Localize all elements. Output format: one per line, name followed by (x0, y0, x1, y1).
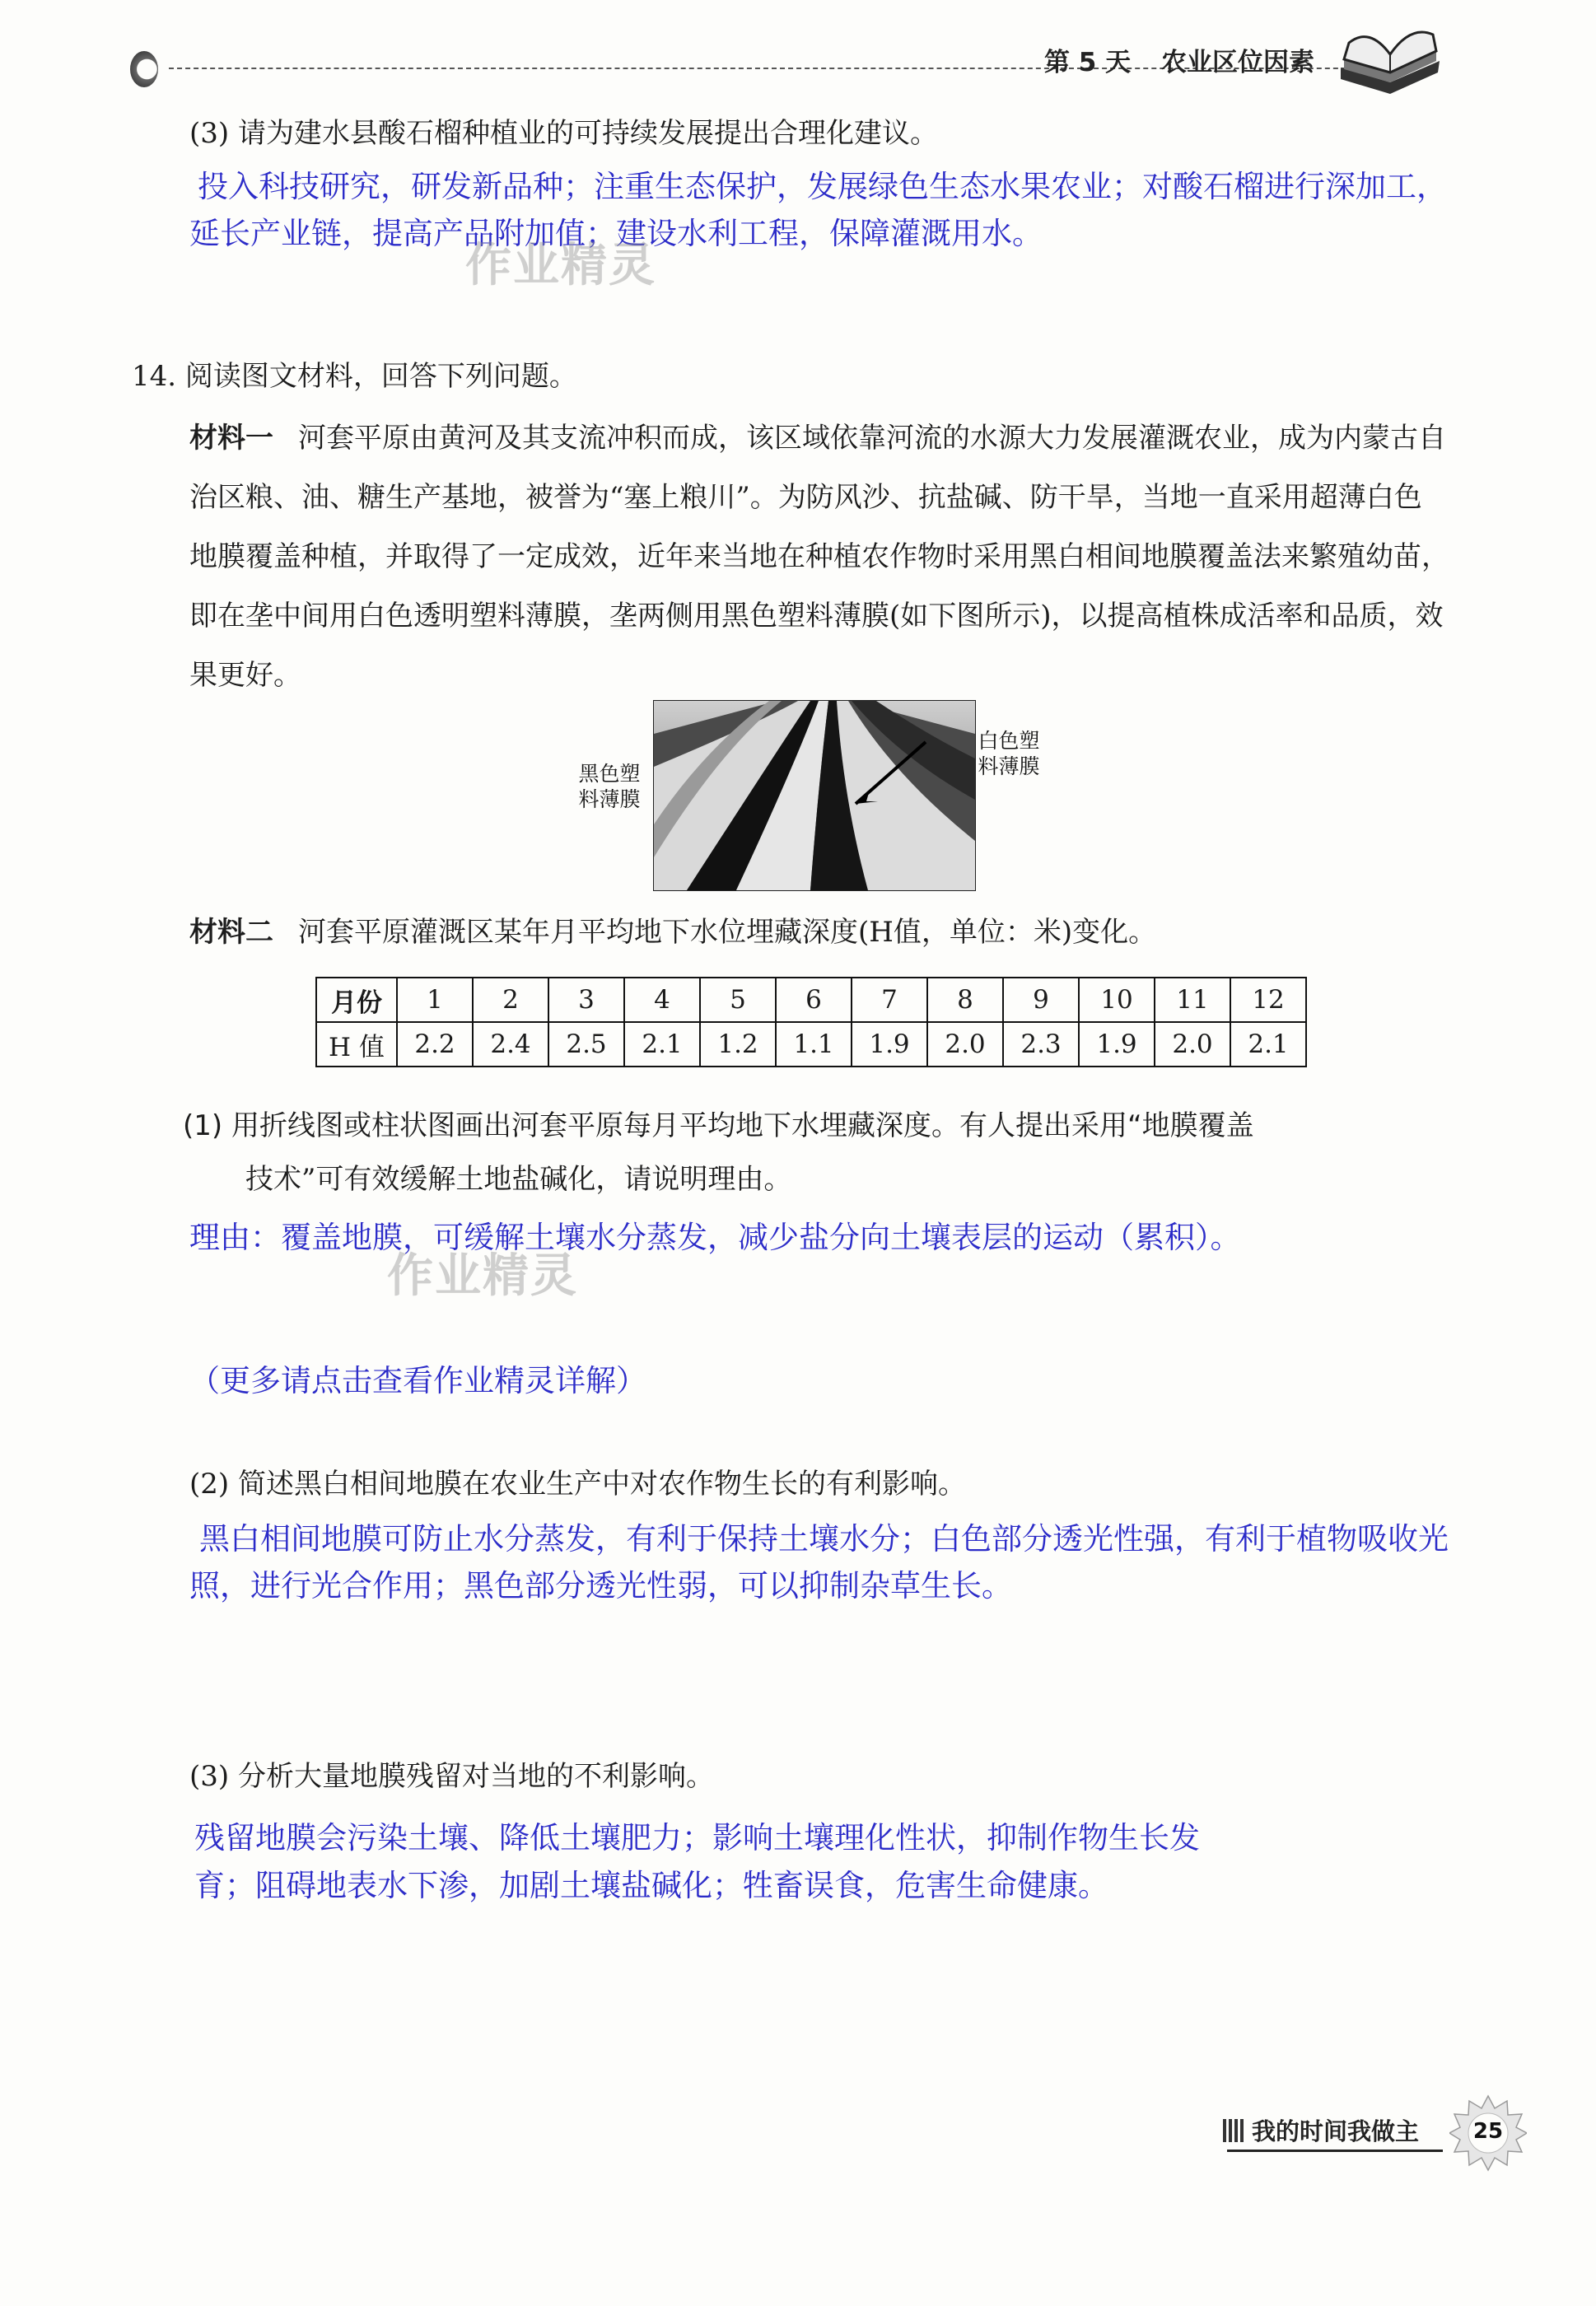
month-cell: 4 (624, 978, 700, 1022)
h-cell: 1.9 (852, 1022, 927, 1067)
month-cell: 11 (1155, 978, 1230, 1022)
more-details-link[interactable]: （更多请点击查看作业精灵详解） (189, 1363, 646, 1398)
month-cell: 3 (548, 978, 624, 1022)
h-cell: 2.3 (1003, 1022, 1079, 1067)
material2-text: 河套平原灌溉区某年月平均地下水位埋藏深度(H值，单位：米)变化。 (298, 916, 1157, 949)
material2 (189, 914, 1156, 950)
q14-1-answer: 理由：覆盖地膜，可缓解土壤水分蒸发，减少盐分向土壤表层的运动（累积）。 (189, 1220, 1241, 1255)
material1 (189, 408, 1449, 705)
table-header-month: 月份 (316, 978, 397, 1022)
month-cell: 9 (1003, 978, 1079, 1022)
table-row-h (316, 1022, 1306, 1067)
header-left-ornament (130, 51, 158, 87)
film-field-photo (653, 700, 976, 891)
h-cell: 1.1 (776, 1022, 852, 1067)
footer-rule (1227, 2150, 1443, 2152)
footer-slogan: 我的时间我做主 (1252, 2117, 1420, 2145)
h-cell: 2.0 (1155, 1022, 1230, 1067)
q14-1-question-line2: 技术”可有效缓解土地盐碱化，请说明理由。 (245, 1163, 792, 1196)
q13-3-question: (3) 请为建水县酸石榴种植业的可持续发展提出合理化建议。 (189, 117, 938, 150)
q14-intro: 14. 阅读图文材料，回答下列问题。 (132, 360, 577, 393)
month-cell: 2 (473, 978, 548, 1022)
h-cell: 2.5 (548, 1022, 624, 1067)
month-cell: 5 (700, 978, 776, 1022)
month-cell: 8 (927, 978, 1003, 1022)
page-number-badge (1449, 2094, 1527, 2172)
h-cell: 2.1 (624, 1022, 700, 1067)
label-white-film: 白色塑料薄膜 (978, 729, 1040, 778)
material1-text: 河套平原由黄河及其支流冲积而成，该区域依靠河流的水源大力发展灌溉农业，成为内蒙古自治区粮、油、糖生产基地，被誉为“塞上粮川”。为防风沙、抗盐碱、防干旱，当地一直采用超薄白色地膜覆盖种植，并取得了一定成效，近年来当地在种植农作物时采用黑白相间地膜覆盖法来繁殖幼苗，即在垄中间用白色透明塑料薄膜，垄两侧用黑色塑料薄膜(如下图所示)，以提高植株成活率和品质，效果更好。 (189, 422, 1449, 692)
month-cell: 7 (852, 978, 927, 1022)
table-header-h: H 值 (316, 1022, 397, 1067)
h-cell: 2.2 (397, 1022, 473, 1067)
field-illustration (654, 701, 975, 890)
material1-label: 材料一 (189, 422, 273, 455)
h-cell: 2.4 (473, 1022, 548, 1067)
q14-3-answer: 残留地膜会污染土壤、降低土壤肥力；影响土壤理化性状，抑制作物生长发育；阻碍地表水下渗，加剧土壤盐碱化；牲畜误食，危害生命健康。 (194, 1820, 1200, 1903)
q14-1-question-line1: (1) 用折线图或柱状图画出河套平原每月平均地下水埋藏深度。有人提出采用“地膜覆盖 (183, 1109, 1254, 1142)
material2-label: 材料二 (189, 916, 273, 949)
label-black-film: 黑色塑料薄膜 (578, 762, 641, 811)
page-number: 25 (1472, 2119, 1504, 2144)
q14-2-question: (2) 简述黑白相间地膜在农业生产中对农作物生长的有利影响。 (189, 1468, 966, 1501)
table-row-months (316, 978, 1306, 1022)
header-topic: 农业区位因素 (1161, 48, 1314, 77)
h-cell: 2.0 (927, 1022, 1003, 1067)
watermark: 作业精灵 (465, 239, 656, 292)
q14-3-question: (3) 分析大量地膜残留对当地的不利影响。 (189, 1760, 714, 1793)
footer-mini-icon (1223, 2119, 1246, 2142)
watermark: 作业精灵 (387, 1249, 578, 1303)
q13-3-answer: 投入科技研究，研发新品种；注重生态保护，发展绿色生态水果农业；对酸石榴进行深加工，延长产业链，提高产品附加值；建设水利工程，保障灌溉用水。 (189, 169, 1447, 251)
h-cell: 2.1 (1230, 1022, 1306, 1067)
h-cell: 1.9 (1079, 1022, 1155, 1067)
month-cell: 6 (776, 978, 852, 1022)
groundwater-table (315, 977, 1307, 1067)
h-cell: 1.2 (700, 1022, 776, 1067)
book-icon (1332, 18, 1446, 94)
month-cell: 10 (1079, 978, 1155, 1022)
q14-2-answer: 黑白相间地膜可防止水分蒸发，有利于保持土壤水分；白色部分透光性强，有利于植物吸收光照，进行光合作用；黑色部分透光性弱，可以抑制杂草生长。 (189, 1521, 1449, 1603)
month-cell: 12 (1230, 978, 1306, 1022)
month-cell: 1 (397, 978, 473, 1022)
header-day: 第 5 天 (1044, 48, 1132, 77)
